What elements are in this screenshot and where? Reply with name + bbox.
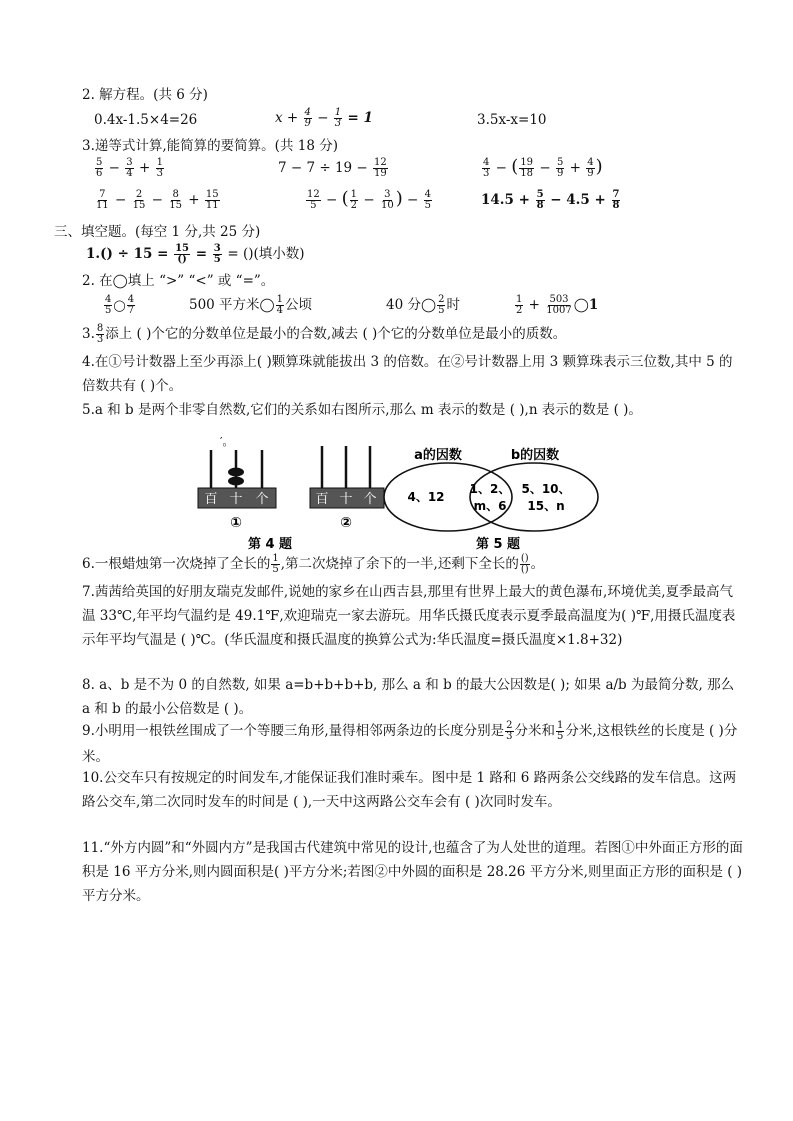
abacus-1-number: ① [230, 515, 242, 531]
venn-circle-a [384, 463, 512, 531]
fill-q2-c: 40 分◯ $\frac{2}{5}$ 时 [386, 294, 460, 316]
fill-q2-a: $\frac{4}{5}$ ◯ $\frac{4}{7}$ [105, 294, 135, 316]
abacus-1-bead-2 [228, 477, 244, 486]
fill-q4: 4.在①号计数器上至少再添上( )颗算珠就能拔出 3 的倍数。在②号计数器上用 3 颗算珠表示三位数,其中 5 的倍数共有 ( )个。 [82, 354, 733, 394]
calc-1: $\frac{5}{6}$ − $\frac{3}{4}$ + $\frac{1}{3}$ [96, 157, 163, 179]
abacus-1-bead-1 [228, 468, 244, 477]
calc-5: $\frac{12}{5}$ − ( $\frac{1}{2}$ − $\frac{3}{10}$ ) − $\frac{4}{5}$ [307, 188, 431, 211]
venn-right-values-1: 5、10、 [521, 482, 571, 496]
abacus-1-label-hundreds: 百 [204, 492, 218, 507]
calc-2: 7 − 7 ÷ 19 − $\frac{12}{19}$ [278, 157, 387, 179]
fill-q2-d: $\frac{1}{2}$ + $\frac{503}{1007}$ ◯1 [516, 294, 599, 316]
venn-left-values: 4、12 [407, 490, 445, 504]
fill-q8: 8. a、b 是不为 0 的自然数, 如果 a=b+b+b+b, 那么 a 和 b 的最大公因数是( ); 如果 a/b 为最简分数, 那么 a 和 b 的最小公倍数是 ( )。 [82, 677, 735, 717]
fill-q11: 11.“外方内圆”和“外圆内方”是我国古代建筑中常见的设计,也蕴含了为人处世的道理。若图①中外面正方形的面积是 16 平方分米,则内圆面积是( )平方分米;若图②中外圆的面积是 28.26 平方分米,则里面正方形的面积是 ( )平方分米。 [82, 840, 743, 904]
fill-q2-title: 2. 在◯填上 “>” “<” 或 “=”。 [82, 273, 275, 289]
calc-3: $\frac{4}{3}$ − ( $\frac{19}{18}$ − $\frac{5}{9}$ + $\frac{4}{9}$ ) [483, 156, 603, 179]
venn-b-title: b的因数 [510, 448, 560, 463]
venn-mid-values-1: 1、2、 [469, 482, 511, 496]
abacus-2-label-ones: 个 [363, 492, 377, 507]
abacus-1-label-ones: 个 [255, 492, 269, 507]
calc-6: 14.5 + $\frac{5}{8}$ − 4.5 + $\frac{7}{8}$ [481, 189, 620, 211]
venn-a-title: a的因数 [414, 448, 462, 463]
equation-3: 3.5x-x=10 [477, 112, 547, 128]
fill-q3: 3. $\frac{8}{3}$ 添上 ( )个它的分数单位是最小的合数,减去 ( )个它的分数单位是最小的质数。 [82, 323, 567, 345]
equation-2: x + $\frac{4}{9}$ − $\frac{1}{3}$ = 1 [275, 107, 373, 129]
abacus-2-number: ② [340, 515, 352, 531]
venn-right-values-2: 15、n [527, 499, 565, 513]
fig5-caption: 第 5 题 [475, 537, 521, 552]
venn-mid-values-2: m、6 [473, 499, 507, 513]
abacus-2 [310, 446, 384, 531]
venn-circle-b [470, 463, 598, 531]
abacus-1 [198, 450, 276, 531]
fig4-caption: 第 4 题 [247, 537, 293, 552]
venn-diagram [384, 447, 598, 531]
fill-q7: 7.茜茜给英国的好朋友瑞克发邮件,说她的家乡在山西吉县,那里有世界上最大的黄色瀑布,环境优美,夏季最高气温 33℃,年平均气温约是 49.1℉,欢迎瑞克一家去游玩。用华氏摄氏度表示夏季最高温度为( )℉,用摄氏温度表示年平均气温是 ( )℃。(华氏温度和摄氏温度的换算公式为:华氏温度=摄氏温度×1.8+32) [82, 584, 736, 648]
equation-1: 0.4x-1.5×4=26 [94, 112, 198, 128]
calc-4: $\frac{7}{11}$ − $\frac{2}{15}$ − $\frac{8}{15}$ + $\frac{15}{11}$ [96, 189, 219, 211]
section-3-title: 三、填空题。(每空 1 分,共 25 分) [54, 224, 261, 240]
top-mark: ′。 [220, 436, 234, 448]
fill-q2-b: 500 平方米◯ $\frac{1}{4}$ 公顷 [189, 294, 313, 316]
fill-q5: 5.a 和 b 是两个非零自然数,它们的关系如右图所示,那么 m 表示的数是 ( ),n 表示的数是 ( )。 [82, 402, 642, 418]
fill-q9: 9.小明用一根铁丝围成了一个等腰三角形,量得相邻两条边的长度分别是 $\frac{2}{3}$ 分米和 $\frac{1}{5}$ 分米,这根铁丝的长度是 ( )分米。 [82, 720, 738, 765]
q3-calc-title: 3.递等式计算,能简算的要简算。(共 18 分) [82, 138, 338, 154]
abacus-2-label-tens: 十 [339, 492, 353, 507]
fill-q6: 6.一根蜡烛第一次烧掉了全长的 $\frac{1}{5}$ ,第二次烧掉了余下的一半,还剩下全长的 $\frac{()}{()}$ 。 [82, 553, 545, 575]
figures-q4-q5 [180, 436, 620, 554]
abacus-1-label-tens: 十 [229, 492, 243, 507]
q2-solve-title: 2. 解方程。(共 6 分) [82, 87, 208, 103]
fill-q1: 1.() ÷ 15 = $\frac{15}{()}$ = $\frac{3}{5}$ = ()(填小数) [86, 243, 305, 265]
fill-q10: 10.公交车只有按规定的时间发车,才能保证我们准时乘车。图中是 1 路和 6 路两条公交线路的发车信息。这两路公交车,第二次同时发车的时间是 ( ),一天中这两路公交车会有 ( )次同时发车。 [82, 770, 737, 810]
abacus-2-label-hundreds: 百 [315, 492, 329, 507]
